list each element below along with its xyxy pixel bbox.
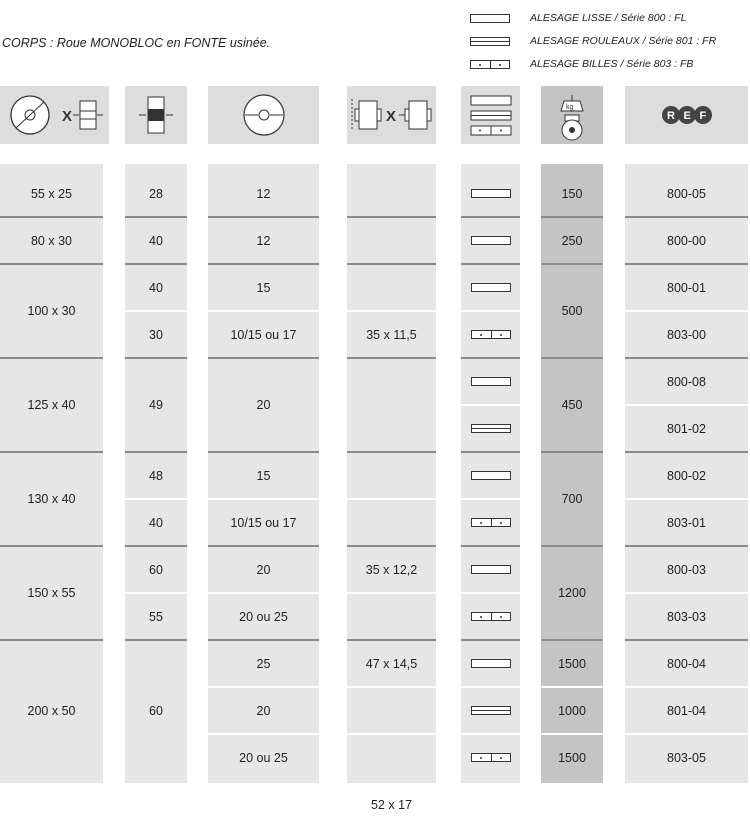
plain-bore-icon <box>470 14 510 23</box>
ball-bore-icon <box>471 518 511 527</box>
ref-cell: 800-04 <box>667 656 706 671</box>
bearing-cell <box>347 264 436 311</box>
bearing-cell: 52 x 17 <box>370 797 412 812</box>
bore-cell: 10/15 ou 17 <box>230 515 297 530</box>
plain-bore-icon <box>471 236 511 245</box>
legend-billes <box>470 56 694 72</box>
ref-cell: 803-03 <box>667 609 706 624</box>
bore-cell: 12 <box>256 233 271 248</box>
bore-type-cell <box>461 546 520 593</box>
plain-bore-icon <box>471 377 511 386</box>
bore-cell: 10/15 ou 17 <box>230 327 297 342</box>
wheel-dimension-icon <box>0 86 109 144</box>
hub-width-cell: 40 <box>149 280 163 295</box>
bore-type-cell <box>461 311 520 358</box>
wheel-size-cell: 55 x 25 <box>30 186 72 201</box>
wheel-size-cell: 100 x 30 <box>27 304 76 318</box>
hub-width-cell: 40 <box>149 233 163 248</box>
ref-cell: 801-02 <box>667 421 706 436</box>
svg-text:F: F <box>699 110 706 122</box>
bearing-cell <box>347 170 436 217</box>
bore-type-icon <box>461 86 520 144</box>
bore-cell: 20 <box>256 703 271 718</box>
bore-cell: 20 <box>256 398 271 412</box>
svg-text:R: R <box>666 110 675 122</box>
svg-text:E: E <box>683 110 691 122</box>
wheel-size-cell: 130 x 40 <box>27 492 76 506</box>
bore-type-cell <box>461 170 520 217</box>
bore-type-cell <box>461 217 520 264</box>
ball-bore-icon <box>471 612 511 621</box>
wheel-size-cell: 125 x 40 <box>27 398 76 412</box>
hub-width-cell: 60 <box>149 562 163 577</box>
plain-bore-icon <box>471 565 511 574</box>
ball-bore-icon <box>471 330 511 339</box>
bore-type-cell <box>461 687 520 734</box>
ref-icon <box>625 86 748 144</box>
ref-cell: 800-05 <box>667 186 706 201</box>
plain-bore-icon <box>471 283 511 292</box>
bore-type-cell <box>461 734 520 781</box>
ref-cell: 803-05 <box>667 750 706 765</box>
bore-cell: 25 <box>256 656 271 671</box>
svg-text:X: X <box>385 108 396 125</box>
roller-bore-icon <box>470 37 510 46</box>
bore-cell: 20 ou 25 <box>239 750 288 765</box>
load-cell: 250 <box>561 233 583 248</box>
wheel-size-cell: 200 x 50 <box>27 703 76 718</box>
bore-type-cell <box>461 405 520 452</box>
load-cell: 1000 <box>558 703 586 718</box>
bearing-cell <box>347 358 436 452</box>
load-cell: 1200 <box>558 586 586 600</box>
hub-width-cell: 28 <box>149 186 163 201</box>
ref-cell: 800-00 <box>667 233 706 248</box>
legend-label: ALESAGE LISSE / Série 800 : FL <box>530 12 687 24</box>
bearing-cell <box>347 687 436 734</box>
bearing-cell: 35 x 11,5 <box>366 327 417 342</box>
bore-cell: 20 <box>256 562 271 577</box>
svg-text:kg: kg <box>566 104 574 111</box>
hub-width-cell: 55 <box>149 609 163 624</box>
bore-type-cell <box>461 358 520 405</box>
ref-cell: 800-01 <box>667 280 706 295</box>
load-cell: 500 <box>561 304 583 318</box>
roller-bore-icon <box>471 706 511 715</box>
hub-width-cell: 30 <box>149 327 163 342</box>
bore-diameter-icon <box>208 86 319 144</box>
bore-type-cell <box>461 593 520 640</box>
bore-type-cell <box>461 264 520 311</box>
bearing-dimension-icon <box>347 86 436 144</box>
plain-bore-icon <box>471 189 511 198</box>
bore-cell: 15 <box>256 468 271 483</box>
bore-cell: 12 <box>256 186 271 201</box>
load-capacity-icon <box>541 86 603 144</box>
load-cell: 1500 <box>558 750 586 765</box>
wheel-size-cell: 150 x 55 <box>27 586 76 600</box>
hub-width-cell: 49 <box>149 398 163 412</box>
hub-width-cell: 40 <box>149 515 163 530</box>
load-cell: 450 <box>561 398 583 412</box>
legend-label: ALESAGE BILLES / Série 803 : FB <box>530 58 694 70</box>
legend-rouleaux <box>470 33 717 49</box>
hub-width-icon <box>125 86 187 144</box>
bearing-cell <box>347 593 436 640</box>
ref-cell: 800-02 <box>667 468 706 483</box>
load-cell: 700 <box>561 492 583 506</box>
bore-cell: 20 ou 25 <box>239 609 288 624</box>
load-cell: 150 <box>561 186 583 201</box>
bearing-cell <box>347 217 436 264</box>
bore-cell: 15 <box>256 280 271 295</box>
svg-text:X: X <box>61 108 72 125</box>
page-title: CORPS : Roue MONOBLOC en FONTE usinée. <box>2 36 271 50</box>
bearing-cell: 47 x 14,5 <box>365 656 418 671</box>
plain-bore-icon <box>471 471 511 480</box>
bearing-cell: 35 x 12,2 <box>365 562 418 577</box>
roller-bore-icon <box>471 424 511 433</box>
ref-cell: 801-04 <box>667 703 706 718</box>
legend-label: ALESAGE ROULEAUX / Série 801 : FR <box>530 35 717 47</box>
ball-bore-icon <box>471 753 511 762</box>
plain-bore-icon <box>471 659 511 668</box>
load-cell: 1500 <box>558 656 586 671</box>
wheel-size-cell: 80 x 30 <box>30 233 72 248</box>
ref-cell: 800-03 <box>667 562 706 577</box>
bore-type-cell <box>461 452 520 499</box>
legend-lisse <box>470 10 687 26</box>
bore-type-cell <box>461 640 520 687</box>
bearing-cell <box>347 499 436 546</box>
ball-bore-icon <box>470 60 510 69</box>
ref-cell: 803-00 <box>667 327 706 342</box>
ref-cell: 803-01 <box>667 515 706 530</box>
bearing-cell <box>347 734 436 781</box>
hub-width-cell: 48 <box>149 468 163 483</box>
ref-cell: 800-08 <box>667 374 706 389</box>
bearing-cell <box>347 452 436 499</box>
bore-type-cell <box>461 499 520 546</box>
hub-width-cell: 60 <box>149 703 163 718</box>
